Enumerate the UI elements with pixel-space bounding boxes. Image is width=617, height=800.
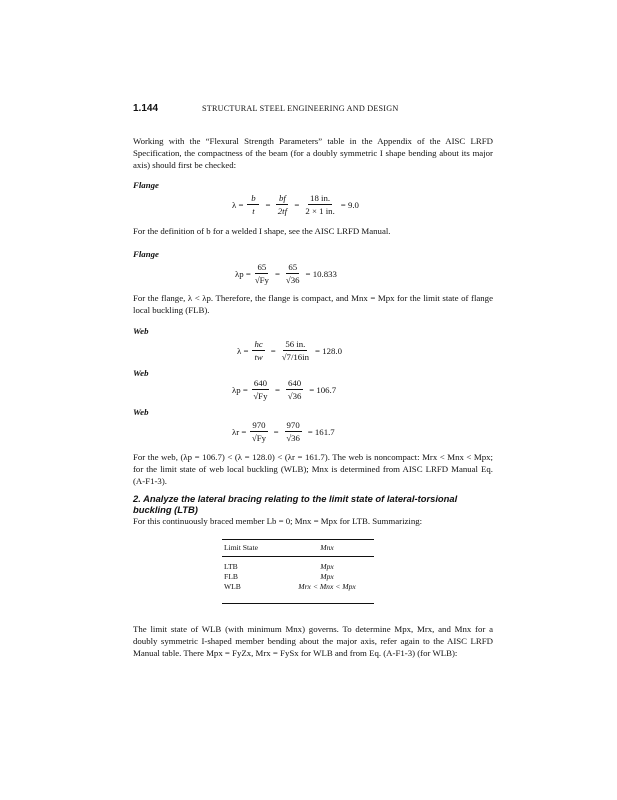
web-label-1: Web xyxy=(133,326,149,336)
table-cell-limit-state: FLB xyxy=(224,572,238,581)
eq1-f3-num: 18 in. xyxy=(310,193,331,203)
eq4-f2-num: 640 xyxy=(288,378,302,388)
table-row xyxy=(222,557,374,572)
eq3-f1-den: tw xyxy=(254,352,263,362)
eq5-f2-num: 970 xyxy=(286,420,300,430)
eq5-fraction-2 xyxy=(285,420,302,443)
equation-lambda-flange xyxy=(232,193,361,216)
table-header-mnx: Mnx xyxy=(280,540,374,557)
eq3-equals-a: = xyxy=(270,345,276,356)
eq5-equals-a: = xyxy=(273,426,279,437)
eq3-fraction-1 xyxy=(252,339,264,362)
eq4-equals-a: = xyxy=(275,384,280,395)
equation-lambda-p-flange xyxy=(235,262,339,285)
eq4-lhs: λp = xyxy=(232,384,248,395)
equation-lambda-web xyxy=(237,339,344,362)
eq1-f2-num: bf xyxy=(276,193,288,205)
eq3-fraction-2 xyxy=(282,339,309,362)
table-row xyxy=(222,572,374,582)
eq3-lhs: λ = xyxy=(237,345,249,356)
eq5-f1-den: √Fy xyxy=(251,433,267,443)
flange-label-1: Flange xyxy=(133,180,159,190)
eq3-f2-den: √7/16in xyxy=(281,352,310,362)
eq1-lhs: λ = xyxy=(232,199,244,210)
intro-paragraph: Working with the “Flexural Strength Parameters” table in the Appendix of the AISC LRFD Specification, the compactness of the beam (for a doubly symmetric I shape bending about its major axis) should first be checked: xyxy=(133,136,493,170)
eq1-f3-den: 2 × 1 in. xyxy=(305,206,335,216)
eq4-result: = 106.7 xyxy=(309,384,337,395)
eq3-result: = 128.0 xyxy=(315,345,342,356)
table-cell-mnx: Mrx < Mnx < Mpx xyxy=(280,582,374,604)
flange-label-2: Flange xyxy=(133,249,159,259)
eq2-f1-num: 65 xyxy=(257,262,267,272)
flange-paragraph: For the flange, λ < λp. Therefore, the flange is compact, and Mnx = Mpx for the limit state of flange local buckling (FLB). xyxy=(133,293,493,315)
eq4-fraction-2 xyxy=(286,378,303,401)
section-2-title: 2. Analyze the lateral bracing relating to the limit state of lateral-torsional buckling (LTB) xyxy=(133,493,458,515)
eq1-f2-den: 2tf xyxy=(277,206,288,216)
running-title: STRUCTURAL STEEL ENGINEERING AND DESIGN xyxy=(202,104,399,113)
final-paragraph: The limit state of WLB (with minimum Mnx) governs. To determine Mpx, Mrx, and Mnx for a doubly symmetric I-shaped member bending about the major axis, refer again to the AISC LRFD Manual table. There Mpx = FyZx, Mrx = FySx for WLB and from Eq. (A-F1-3) (for WLB): xyxy=(133,624,493,658)
eq4-f2-den: √36 xyxy=(287,391,302,401)
web-label-3: Web xyxy=(133,407,149,417)
table-cell-limit-state: LTB xyxy=(224,562,238,571)
eq2-f1-den: √Fy xyxy=(254,275,269,285)
equation-lambda-r-web xyxy=(232,420,337,443)
table-cell-mnx: Mpx xyxy=(320,562,334,571)
limit-state-table xyxy=(222,539,374,604)
eq1-f1-num: b xyxy=(247,193,259,205)
eq4-f1-num: 640 xyxy=(253,378,268,388)
eq1-fraction-2 xyxy=(276,193,288,216)
table-cell-mnx: Mpx xyxy=(320,572,334,581)
bracing-paragraph: For this continuously braced member Lb = 0; Mnx = Mpx for LTB. Summarizing: xyxy=(133,516,423,526)
table-cell-limit-state: WLB xyxy=(222,582,280,604)
welded-note: For the definition of b for a welded I shape, see the AISC LRFD Manual. xyxy=(133,226,391,236)
eq2-f2-num: 65 xyxy=(288,262,298,272)
eq1-f1-den: t xyxy=(252,206,255,216)
eq4-fraction-1 xyxy=(252,378,269,401)
eq2-result: = 10.833 xyxy=(305,268,337,279)
eq5-result: = 161.7 xyxy=(307,426,335,437)
table-header-row xyxy=(222,540,374,557)
eq3-f2-num: 56 in. xyxy=(285,339,306,349)
equation-lambda-p-web xyxy=(232,378,338,401)
eq5-f1-num: 970 xyxy=(252,420,266,430)
eq2-equals-a: = xyxy=(274,268,280,279)
web-label-2: Web xyxy=(133,368,149,378)
eq1-equals-b: = xyxy=(294,199,300,210)
eq5-f2-den: √36 xyxy=(286,433,300,443)
eq2-fraction-1 xyxy=(255,262,269,285)
eq2-f2-den: √36 xyxy=(285,275,300,285)
page-number: 1.144 xyxy=(133,103,159,114)
table-header-limit-state: Limit State xyxy=(222,540,280,557)
eq5-lhs: λr = xyxy=(232,426,247,437)
table-row xyxy=(222,582,374,604)
eq2-lhs: λp = xyxy=(235,268,251,279)
eq1-fraction-3 xyxy=(305,193,334,216)
eq3-f1-num: hc xyxy=(254,339,263,349)
eq1-fraction-1 xyxy=(247,193,259,216)
web-paragraph: For the web, (λp = 106.7) < (λ = 128.0) < (λr = 161.7). The web is noncompact: Mrx < Mnx < Mpx; for the limit state of web local buckling (WLB); Mnx is determined from AISC LRFD Manual Eq. (A-F1-3). xyxy=(133,452,493,486)
eq1-equals-a: = xyxy=(265,199,271,210)
eq4-f1-den: √Fy xyxy=(253,391,268,401)
eq5-fraction-1 xyxy=(250,420,267,443)
eq1-result: = 9.0 xyxy=(340,199,359,210)
running-header xyxy=(133,103,493,114)
eq2-fraction-2 xyxy=(286,262,300,285)
